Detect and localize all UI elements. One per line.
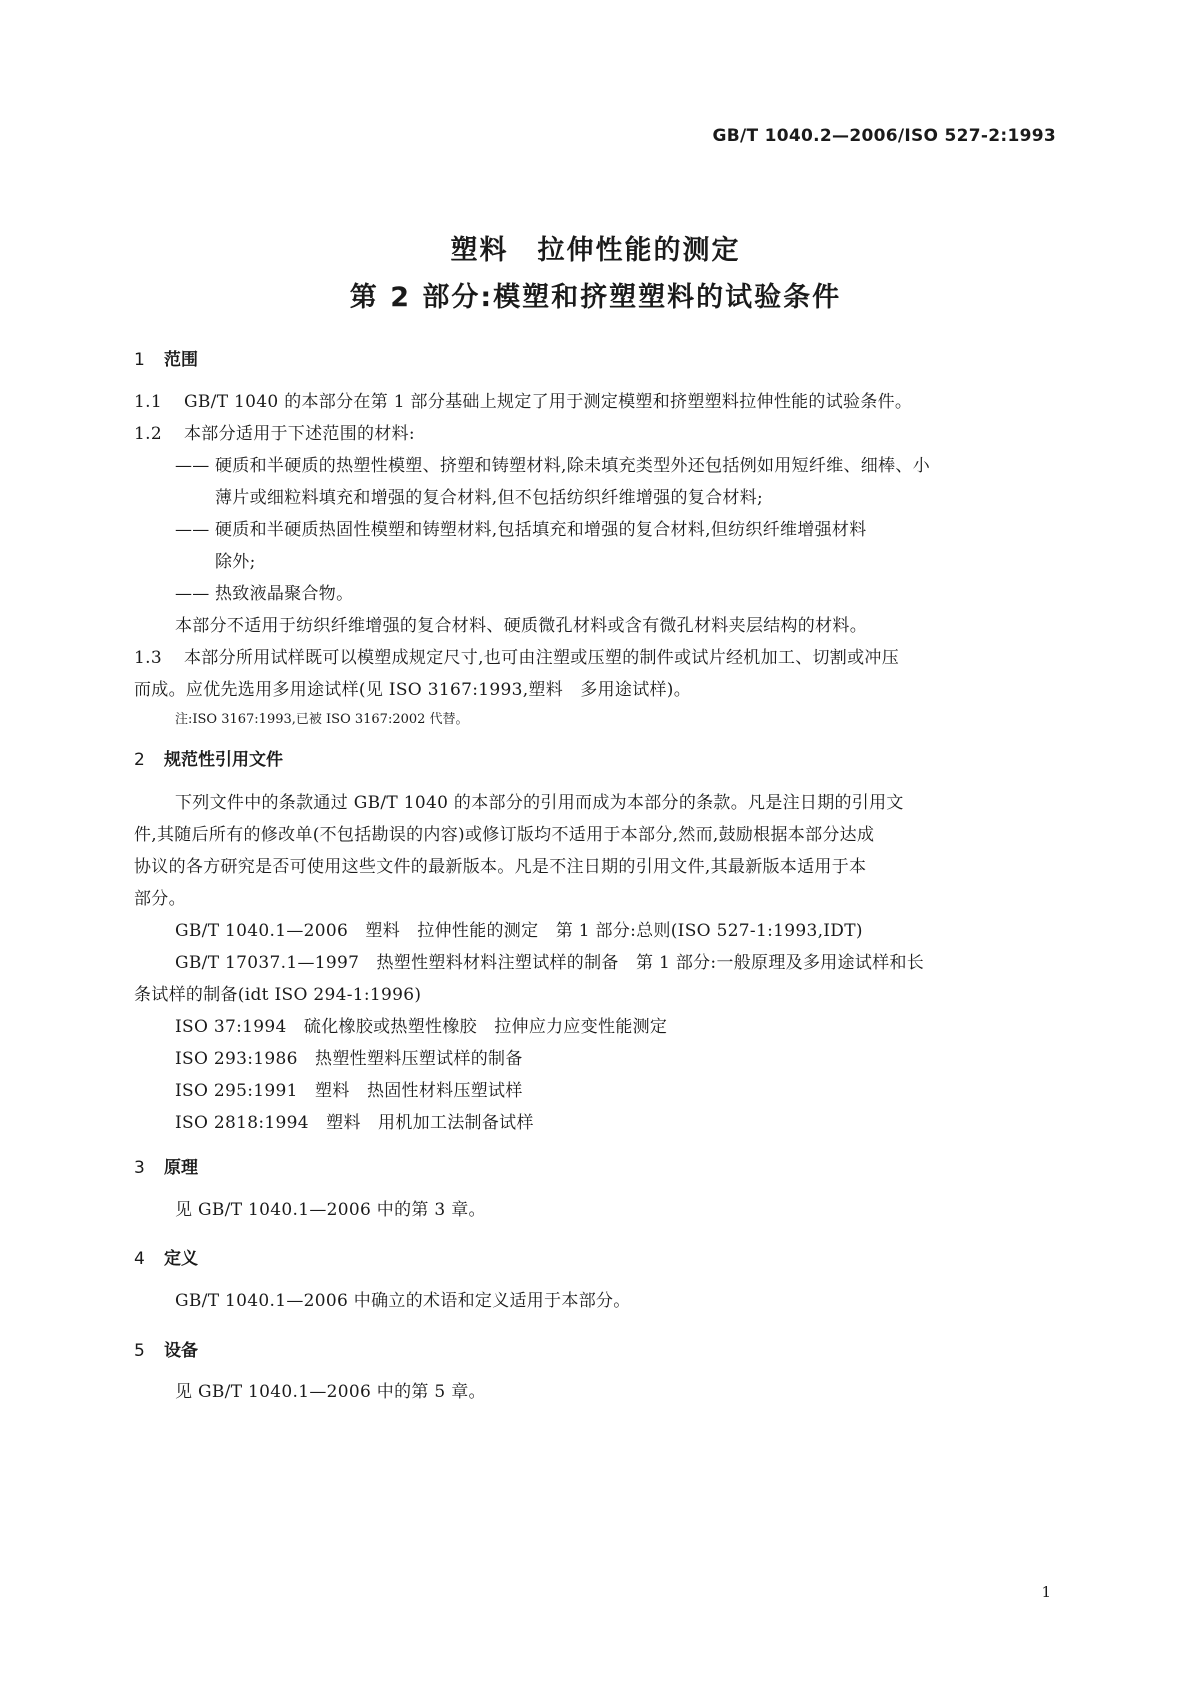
list-dash: —— — [175, 584, 210, 604]
section-5-text: 见 GB/T 1040.1—2006 中的第 5 章。 — [175, 1382, 486, 1402]
paragraph-line: 件,其随后所有的修改单(不包括勘误的内容)或修订版均不适用于本部分,然而,鼓励根据本部分达成 — [134, 825, 875, 845]
reference-item: ISO 2818:1994 塑料 用机加工法制备试样 — [175, 1113, 534, 1133]
list-dash: —— — [175, 520, 210, 540]
standard-code: GB/T 1040.2—2006/ISO 527-2:1993 — [712, 126, 1056, 146]
paragraph-line: 下列文件中的条款通过 GB/T 1040 的本部分的引用而成为本部分的条款。凡是注日期的引用文 — [175, 793, 904, 813]
section-1-heading — [134, 345, 198, 370]
title-line-1: 塑料 拉伸性能的测定 — [450, 235, 741, 266]
list-item-line: 硬质和半硬质热固性模塑和铸塑材料,包括填充和增强的复合材料,但纺织纤维增强材料 — [215, 520, 867, 540]
reference-item: ISO 295:1991 塑料 热固性材料压塑试样 — [175, 1081, 523, 1101]
list-item-line: 薄片或细粒料填充和增强的复合材料,但不包括纺织纤维增强的复合材料; — [215, 488, 764, 508]
section-number: 3 — [134, 1158, 145, 1178]
exclusion-text: 本部分不适用于纺织纤维增强的复合材料、硬质微孔材料或含有微孔材料夹层结构的材料。 — [175, 616, 867, 636]
section-number: 1 — [134, 350, 145, 370]
reference-item-cont: 条试样的制备(idt ISO 294-1:1996) — [134, 985, 422, 1005]
clause-1-1 — [134, 386, 1062, 418]
section-title: 原理 — [164, 1158, 198, 1178]
list-item-line: 热致液晶聚合物。 — [215, 584, 354, 604]
clause-number: 1.1 — [134, 392, 162, 412]
clause-1-3-cont: 而成。应优先选用多用途试样(见 ISO 3167:1993,塑料 多用途试样)。 — [134, 680, 692, 700]
clause-text: 本部分适用于下述范围的材料: — [184, 424, 415, 444]
reference-item: GB/T 1040.1—2006 塑料 拉伸性能的测定 第 1 部分:总则(ISO 527-1:1993,IDT) — [175, 921, 863, 941]
clause-text: GB/T 1040 的本部分在第 1 部分基础上规定了用于测定模塑和挤塑塑料拉伸性能的试验条件。 — [184, 392, 913, 412]
paragraph-line: 协议的各方研究是否可使用这些文件的最新版本。凡是不注日期的引用文件,其最新版本适用于本 — [134, 857, 867, 877]
clause-number: 1.2 — [134, 424, 162, 444]
section-2-heading — [134, 745, 283, 770]
reference-item: GB/T 17037.1—1997 热塑性塑料材料注塑试样的制备 第 1 部分:一般原理及多用途试样和长 — [175, 953, 925, 973]
section-title: 规范性引用文件 — [164, 750, 283, 770]
list-item — [175, 514, 1062, 578]
section-title: 设备 — [164, 1341, 198, 1361]
reference-item: ISO 293:1986 热塑性塑料压塑试样的制备 — [175, 1049, 523, 1069]
clause-text: 本部分所用试样既可以模塑成规定尺寸,也可由注塑或压塑的制件或试片经机加工、切割或冲压 — [184, 648, 900, 668]
section-3-heading — [134, 1153, 198, 1178]
list-item — [175, 578, 1062, 610]
paragraph-line: 部分。 — [134, 889, 186, 909]
section-number: 4 — [134, 1249, 145, 1269]
clause-1-3 — [134, 642, 1062, 674]
list-item-line: 硬质和半硬质的热塑性模塑、挤塑和铸塑材料,除未填充类型外还包括例如用短纤维、细棒、小 — [215, 456, 931, 476]
section-title: 范围 — [164, 350, 198, 370]
page-number: 1 — [1041, 1583, 1051, 1601]
reference-item: ISO 37:1994 硫化橡胶或热塑性橡胶 拉伸应力应变性能测定 — [175, 1017, 668, 1037]
clause-1-2 — [134, 418, 1062, 450]
title-line-2: 第 2 部分:模塑和挤塑塑料的试验条件 — [349, 282, 842, 313]
note: 注:ISO 3167:1993,已被 ISO 3167:2002 代替。 — [175, 712, 469, 727]
list-dash: —— — [175, 456, 210, 476]
section-3-text: 见 GB/T 1040.1—2006 中的第 3 章。 — [175, 1200, 486, 1220]
clause-number: 1.3 — [134, 648, 162, 668]
section-number: 2 — [134, 750, 145, 770]
section-title: 定义 — [164, 1249, 198, 1269]
section-4-heading — [134, 1244, 198, 1269]
section-number: 5 — [134, 1341, 145, 1361]
section-4-text: GB/T 1040.1—2006 中确立的术语和定义适用于本部分。 — [175, 1291, 631, 1311]
section-5-heading — [134, 1336, 198, 1361]
list-item-line: 除外; — [215, 552, 256, 572]
list-item — [175, 450, 1062, 514]
